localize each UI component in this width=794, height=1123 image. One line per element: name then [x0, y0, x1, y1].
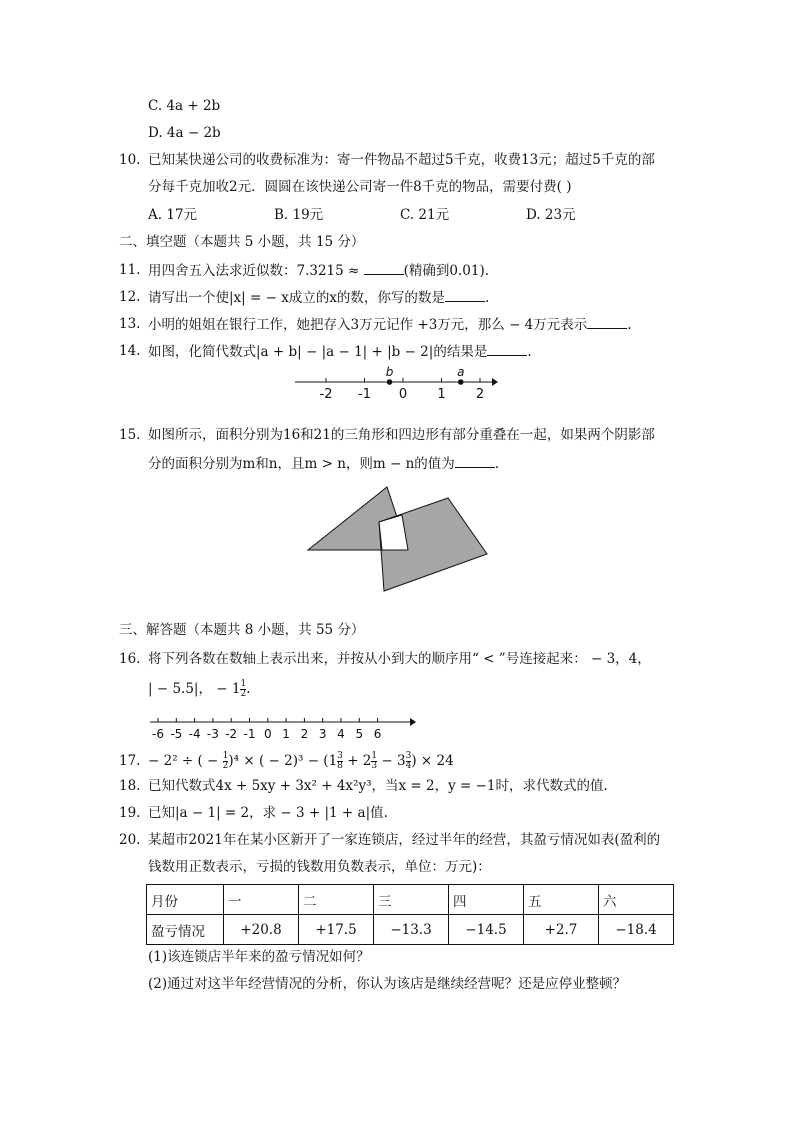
q20-line2: 钱数用正数表示，亏损的钱数用负数表示，单位：万元)：: [148, 859, 491, 875]
q15-answer-blank: [455, 454, 495, 468]
q10-option-b: B. 19元: [274, 207, 324, 223]
q16-line1: 将下列各数在数轴上表示出来，并按从小到大的顺序用“ < ”号连接起来： − 3，4，: [148, 651, 651, 667]
table-cell: 盈亏情况: [147, 915, 224, 945]
table-row: [147, 915, 674, 945]
q10-line2: 分每千克加收2元．圆圆在该快递公司寄一件8千克的物品，需要付费( ): [148, 179, 572, 195]
q20-line1: 某超市2021年在某小区新开了一家连锁店，经过半年的经营，其盈亏情况如表(盈利的: [148, 832, 661, 848]
q19-text: 已知|a − 1| = 2，求 − 3 + |1 + a|值.: [148, 805, 388, 821]
q17-expr-b: )⁴ × ( − 2)³ − (1: [228, 753, 338, 769]
q16-line2-a: | − 5.5|， − 1: [148, 681, 241, 697]
q12-text-post: .: [484, 290, 490, 306]
q16-tick-label: -1: [243, 727, 256, 741]
q14-answer-blank: [487, 342, 527, 356]
q14-tick-label: 2: [475, 387, 485, 402]
q14-tick-label: 1: [437, 387, 446, 402]
table-cell: 月份: [147, 885, 224, 915]
q17-f3-den: 3: [371, 761, 378, 771]
q14-tick-label: -2: [319, 387, 333, 402]
q10-line1: 已知某快递公司的收费标准为：寄一件物品不超过5千克，收费13元；超过5千克的部: [148, 152, 655, 168]
table-cell: +2.7: [524, 915, 599, 945]
q16-tick-label: 2: [300, 727, 309, 741]
table-cell: −14.5: [449, 915, 524, 945]
q16-tick-label: -3: [206, 727, 219, 741]
q17-number: 17.: [119, 753, 141, 769]
q17-expr-d: − 3: [377, 753, 406, 769]
table-cell: 四: [449, 885, 524, 915]
q14-point-label: b: [385, 365, 394, 379]
q14-text-pre: 如图，化简代数式|a + b| − |a − 1| + |b − 2|的结果是: [148, 344, 488, 360]
q11-number: 11.: [119, 262, 141, 278]
q10-option-d: D. 23元: [526, 207, 576, 223]
q13-answer-blank: [587, 315, 627, 329]
q17-f1-den: 2: [222, 761, 229, 771]
q15-number: 15.: [119, 427, 141, 443]
q11-answer-blank: [364, 261, 404, 275]
q9-option-c: C. 4a + 2b: [148, 98, 221, 114]
q17-f4-den: 4: [405, 761, 412, 771]
q20-number: 20.: [119, 832, 141, 848]
q17-f4-num: 3: [405, 751, 412, 761]
q20-sub2: (2)通过对这半年经营情况的分析，你认为该店是继续经营呢？还是应停业整顿？: [148, 976, 627, 992]
table-header-row: [147, 885, 674, 915]
q11-text: [148, 261, 489, 280]
q12-text-pre: 请写出一个使|x| = − x成立的x的数，你写的数是: [148, 290, 445, 306]
table-cell: −13.3: [374, 915, 449, 945]
q14-point-label: a: [457, 365, 465, 379]
q17-expression: [148, 752, 454, 771]
q10-option-c: C. 21元: [400, 207, 450, 223]
q15-line2-pre: 分的面积分别为m和n，且m > n，则m − n的值为: [148, 456, 455, 472]
q20-sub1: (1)该连锁店半年来的盈亏情况如何？: [148, 949, 370, 965]
q17-expr-a: − 2² ÷ ( −: [148, 753, 223, 769]
q14-tick-label: 0: [398, 387, 408, 402]
q16-line2-b: .: [246, 681, 251, 697]
q12-answer-blank: [445, 288, 485, 302]
q13-text-post: .: [627, 317, 632, 333]
q16-tick-label: -5: [170, 727, 183, 741]
table-cell: +17.5: [299, 915, 374, 945]
q9-option-d: D. 4a − 2b: [148, 125, 221, 141]
q16-frac-den: 2: [240, 689, 247, 699]
section-solve-heading: 三、解答题（本题共 8 小题，共 55 分）: [119, 622, 365, 638]
q15-line2: [148, 454, 499, 473]
q16-tick-label: -4: [188, 727, 201, 741]
q16-number-line: [148, 710, 420, 744]
q13-text: [148, 315, 632, 334]
section-fill-in-heading: 二、填空题（本题共 5 小题，共 15 分）: [119, 234, 365, 250]
q16-frac-num: 1: [240, 679, 247, 689]
q13-number: 13.: [119, 316, 141, 332]
q12-number: 12.: [119, 289, 141, 305]
q13-text-pre: 小明的姐姐在银行工作，她把存入3万元记作 +3万元，那么 − 4万元表示: [148, 317, 588, 333]
q10-option-a: A. 17元: [148, 207, 198, 223]
q14-axis-arrow: [492, 378, 498, 386]
table-cell: 一: [224, 885, 299, 915]
q16-axis-arrow: [410, 718, 416, 726]
q14-point: [387, 379, 393, 385]
q16-tick-label: 1: [282, 727, 290, 741]
q15-line1: 如图所示，面积分别为16和21的三角形和四边形有部分重叠在一起，如果两个阴影部: [148, 427, 655, 443]
q16-tick-label: 3: [318, 727, 327, 741]
q19-number: 19.: [119, 805, 141, 821]
q16-tick-label: 0: [263, 727, 272, 741]
q16-number: 16.: [119, 651, 141, 667]
table-cell: 三: [374, 885, 449, 915]
table-cell: 六: [599, 885, 674, 915]
q14-number: 14.: [119, 343, 141, 359]
table-cell: −18.4: [599, 915, 674, 945]
q10-number: 10.: [119, 152, 141, 168]
q14-tick-label: -1: [358, 387, 371, 402]
q14-text: [148, 342, 532, 361]
q17-expr-c: + 2: [342, 753, 372, 769]
q14-point: [458, 379, 464, 385]
q11-text-pre: 用四舍五入法求近似数：7.3215 ≈: [148, 263, 364, 279]
q16-tick-label: -2: [225, 727, 238, 741]
q15-line2-post: .: [494, 456, 500, 472]
q14-text-post: .: [527, 344, 532, 360]
table-cell: +20.8: [224, 915, 299, 945]
q17-f1-num: 1: [222, 751, 229, 761]
q18-number: 18.: [119, 778, 141, 794]
q12-text: [148, 288, 489, 307]
q16-tick-label: 4: [337, 727, 345, 741]
table-cell: 二: [299, 885, 374, 915]
profit-loss-table: [146, 884, 674, 945]
table-cell: 五: [524, 885, 599, 915]
q16-tick-label: 6: [373, 727, 382, 741]
q16-line2: [148, 680, 250, 699]
q14-number-line: [290, 364, 500, 402]
q15-overlap-figure: [305, 484, 495, 594]
q16-tick-label: -6: [152, 727, 164, 741]
q11-text-post: (精确到0.01).: [403, 263, 490, 279]
q17-expr-e: ) × 24: [411, 753, 454, 769]
q16-tick-label: 5: [355, 727, 364, 741]
q18-text: 已知代数式4x + 5xy + 3x² + 4x²y³，当x = 2，y = −1时，求代数式的值.: [148, 778, 608, 794]
q17-f2-num: 3: [337, 751, 343, 761]
q17-f2-den: 8: [337, 761, 343, 771]
q17-f3-num: 1: [371, 751, 378, 761]
